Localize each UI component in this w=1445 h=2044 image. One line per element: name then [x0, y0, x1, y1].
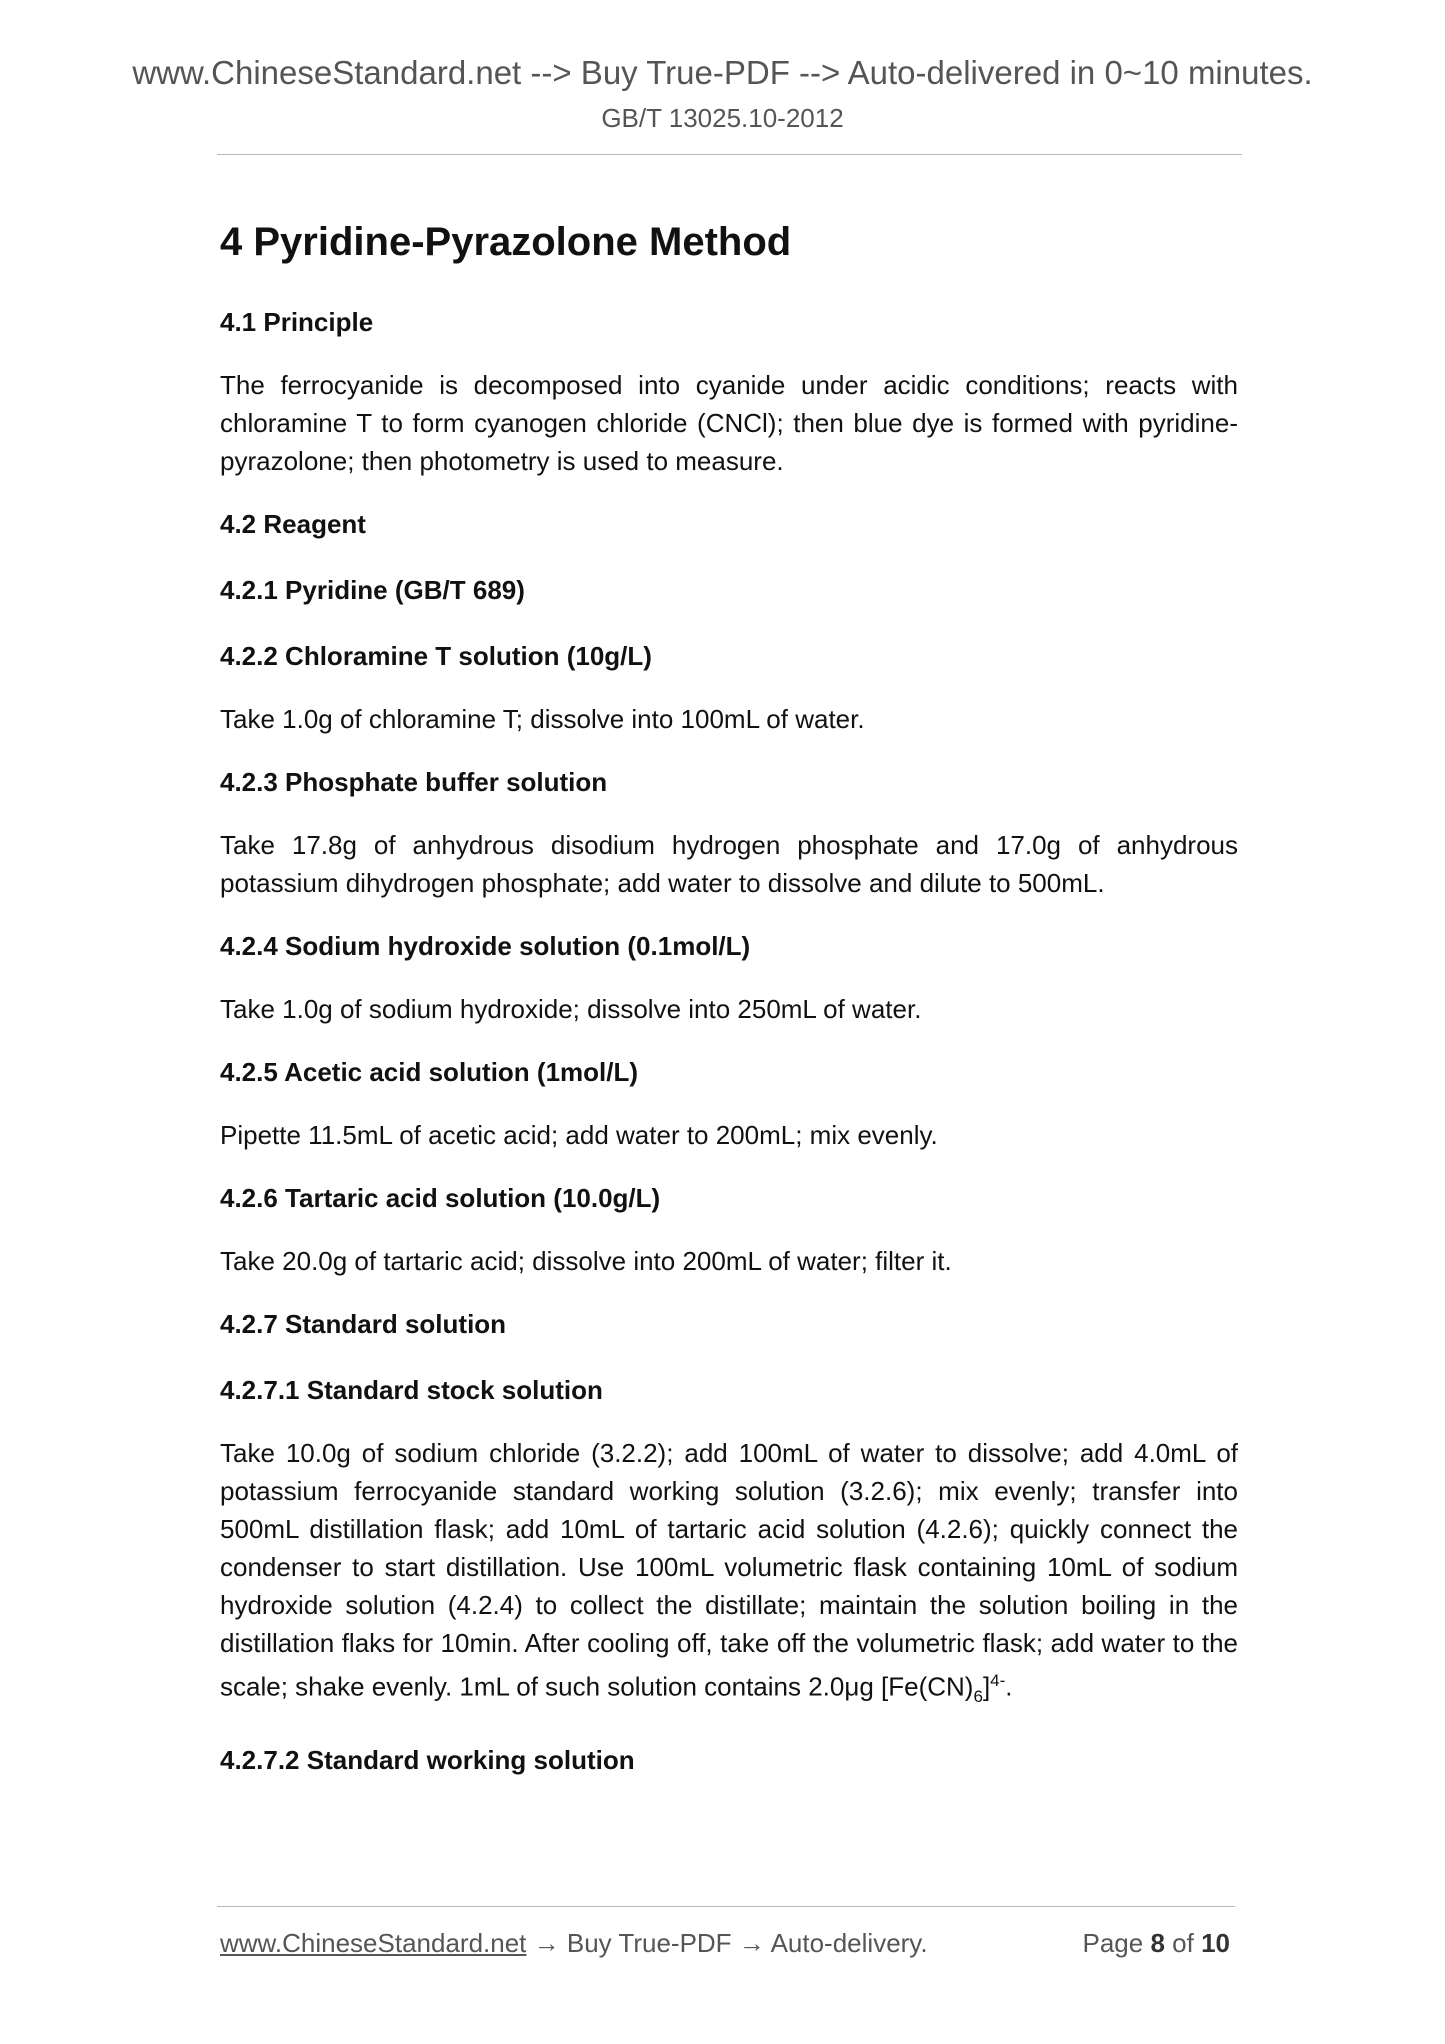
heading-4-2-3: 4.2.3 Phosphate buffer solution	[220, 767, 608, 797]
subscript-6: 6	[973, 1686, 983, 1706]
footer-tagline: → Buy True-PDF → Auto-delivery.	[526, 1928, 928, 1958]
footer-site-link[interactable]: www.ChineseStandard.net	[220, 1928, 527, 1958]
heading-4-2-1: 4.2.1 Pyridine (GB/T 689)	[220, 575, 525, 605]
header-divider	[217, 154, 1242, 155]
heading-4-2: 4.2 Reagent	[220, 509, 366, 539]
section-title: 4 Pyridine-Pyrazolone Method	[220, 220, 792, 264]
superscript-4-minus: 4-	[990, 1671, 1006, 1690]
page-total: 10	[1201, 1928, 1230, 1958]
page-footer	[220, 1926, 1230, 1960]
paragraph-4-2-7-1-text: Take 10.0g of sodium chloride (3.2.2); add 100mL of water to dissolve; add 4.0mL of potassium ferrocyanide standard working solution (3.2.6); mix evenly; transfer into 500mL distillation flask; add 10mL of tartaric acid solution (4.2.6); quickly connect the condenser to start distillation. Use 100mL volumetric flask containing 10mL of sodium hydroxide solution (4.2.4) to collect the distillate; maintain the solution boiling in the distillation flaks for 10min. After cooling off, take off the volumetric flask; add water to the scale; shake evenly. 1mL of such solution contains 2.0μg [Fe(CN)	[220, 1438, 1238, 1702]
footer-divider	[217, 1906, 1235, 1907]
document-body	[220, 212, 1238, 1804]
heading-4-2-5: 4.2.5 Acetic acid solution (1mol/L)	[220, 1057, 639, 1087]
header-banner: www.ChineseStandard.net --> Buy True-PDF --> Auto-delivered in 0~10 minutes.	[132, 54, 1313, 91]
page-current: 8	[1150, 1928, 1165, 1958]
standard-code: GB/T 13025.10-2012	[601, 103, 844, 133]
paragraph-4-2-3: Take 17.8g of anhydrous disodium hydrogen phosphate and 17.0g of anhydrous potassium dihydrogen phosphate; add water to dissolve and dilute to 500mL.	[220, 830, 1238, 898]
paragraph-4-2-4: Take 1.0g of sodium hydroxide; dissolve into 250mL of water.	[220, 994, 922, 1024]
paragraph-4-2-6: Take 20.0g of tartaric acid; dissolve into 200mL of water; filter it.	[220, 1246, 952, 1276]
heading-4-2-7: 4.2.7 Standard solution	[220, 1309, 507, 1339]
heading-4-1: 4.1 Principle	[220, 307, 374, 337]
heading-4-2-6: 4.2.6 Tartaric acid solution (10.0g/L)	[220, 1183, 661, 1213]
page-of: of	[1172, 1928, 1194, 1958]
heading-4-2-4: 4.2.4 Sodium hydroxide solution (0.1mol/L)	[220, 931, 751, 961]
paragraph-4-2-5: Pipette 11.5mL of acetic acid; add water to 200mL; mix evenly.	[220, 1120, 938, 1150]
heading-4-2-7-1: 4.2.7.1 Standard stock solution	[220, 1375, 603, 1405]
period: .	[1005, 1671, 1013, 1702]
paragraph-4-2-2: Take 1.0g of chloramine T; dissolve into 100mL of water.	[220, 704, 865, 734]
page-word: Page	[1082, 1928, 1144, 1958]
paragraph-4-1: The ferrocyanide is decomposed into cyanide under acidic conditions; reacts with chloramine T to form cyanogen chloride (CNCl); then blue dye is formed with pyridine-pyrazolone; then photometry is used to measure.	[220, 370, 1238, 476]
heading-4-2-7-2: 4.2.7.2 Standard working solution	[220, 1744, 635, 1775]
page-indicator	[1082, 1926, 1230, 1960]
bracket-close: ]	[982, 1671, 991, 1702]
paragraph-4-2-7-1	[220, 1434, 1238, 1716]
heading-4-2-2: 4.2.2 Chloramine T solution (10g/L)	[220, 641, 652, 671]
